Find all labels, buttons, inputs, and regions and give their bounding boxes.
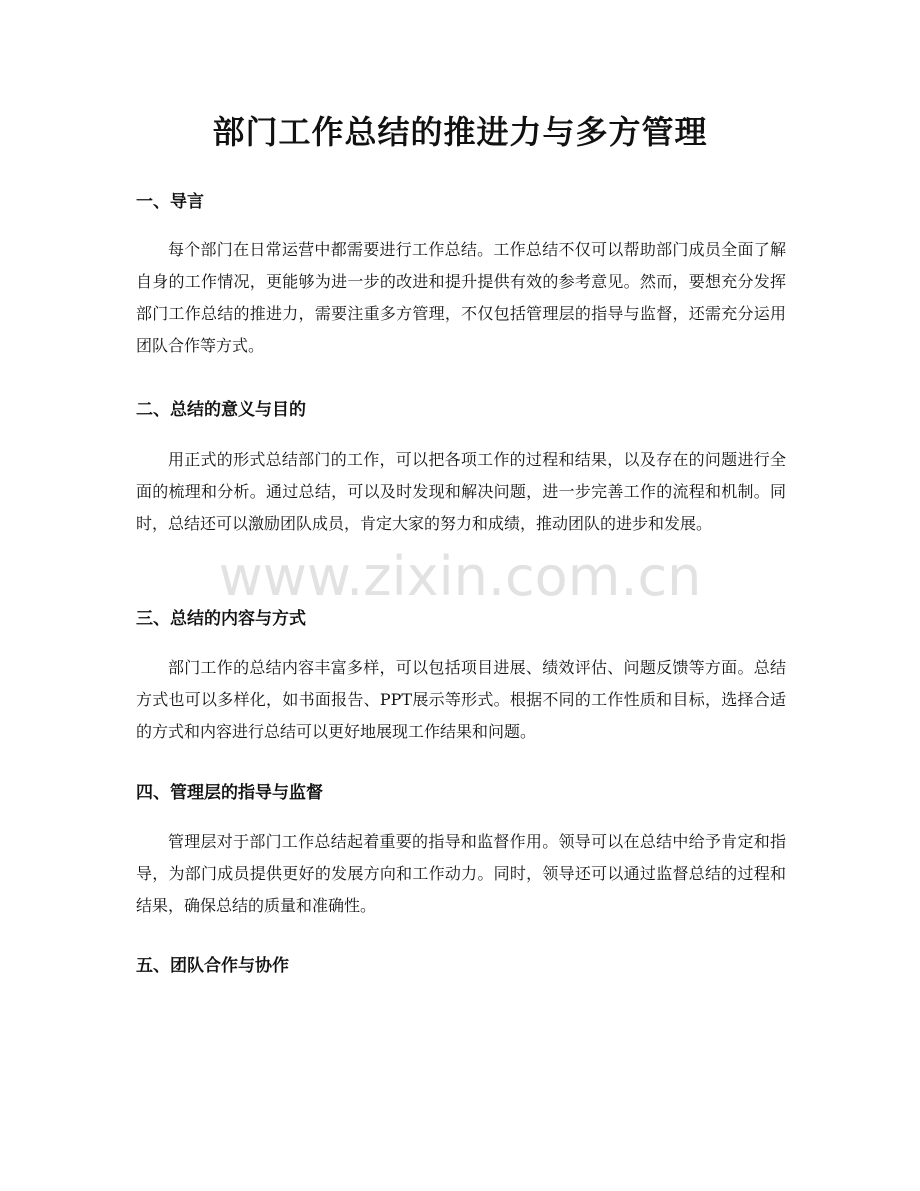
watermark: www.zixin.com.cn: [218, 545, 702, 608]
section-paragraph-4: 管理层对于部门工作总结起着重要的指导和监督作用。领导可以在总结中给予肯定和指导，为部门成员提供更好的发展方向和工作动力。同时，领导还可以通过监督总结的过程和结果，确保总结的质量和准确性。: [136, 832, 786, 915]
section-heading-5: 五、团队合作与协作: [136, 956, 289, 976]
section-heading-2: 二、总结的意义与目的: [136, 400, 306, 420]
document-title: 部门工作总结的推进力与多方管理: [212, 113, 708, 151]
section-paragraph-1: 每个部门在日常运营中都需要进行工作总结。工作总结不仅可以帮助部门成员全面了解自身的工作情况，更能够为进一步的改进和提升提供有效的参考意见。然而，要想充分发挥部门工作总结的推进力，需要注重多方管理，不仅包括管理层的指导与监督，还需充分运用团队合作等方式。: [136, 240, 786, 355]
section-heading-3: 三、总结的内容与方式: [136, 609, 306, 629]
section-paragraph-3: 部门工作的总结内容丰富多样，可以包括项目进展、绩效评估、问题反馈等方面。总结方式也可以多样化，如书面报告、PPT展示等形式。根据不同的工作性质和目标，选择合适的方式和内容进行总结可以更好地展现工作结果和问题。: [136, 658, 786, 741]
section-heading-1: 一、导言: [136, 192, 204, 212]
section-paragraph-2: 用正式的形式总结部门的工作，可以把各项工作的过程和结果，以及存在的问题进行全面的梳理和分析。通过总结，可以及时发现和解决问题，进一步完善工作的流程和机制。同时，总结还可以激励团队成员，肯定大家的努力和成绩，推动团队的进步和发展。: [136, 450, 786, 533]
section-heading-4: 四、管理层的指导与监督: [136, 783, 323, 803]
